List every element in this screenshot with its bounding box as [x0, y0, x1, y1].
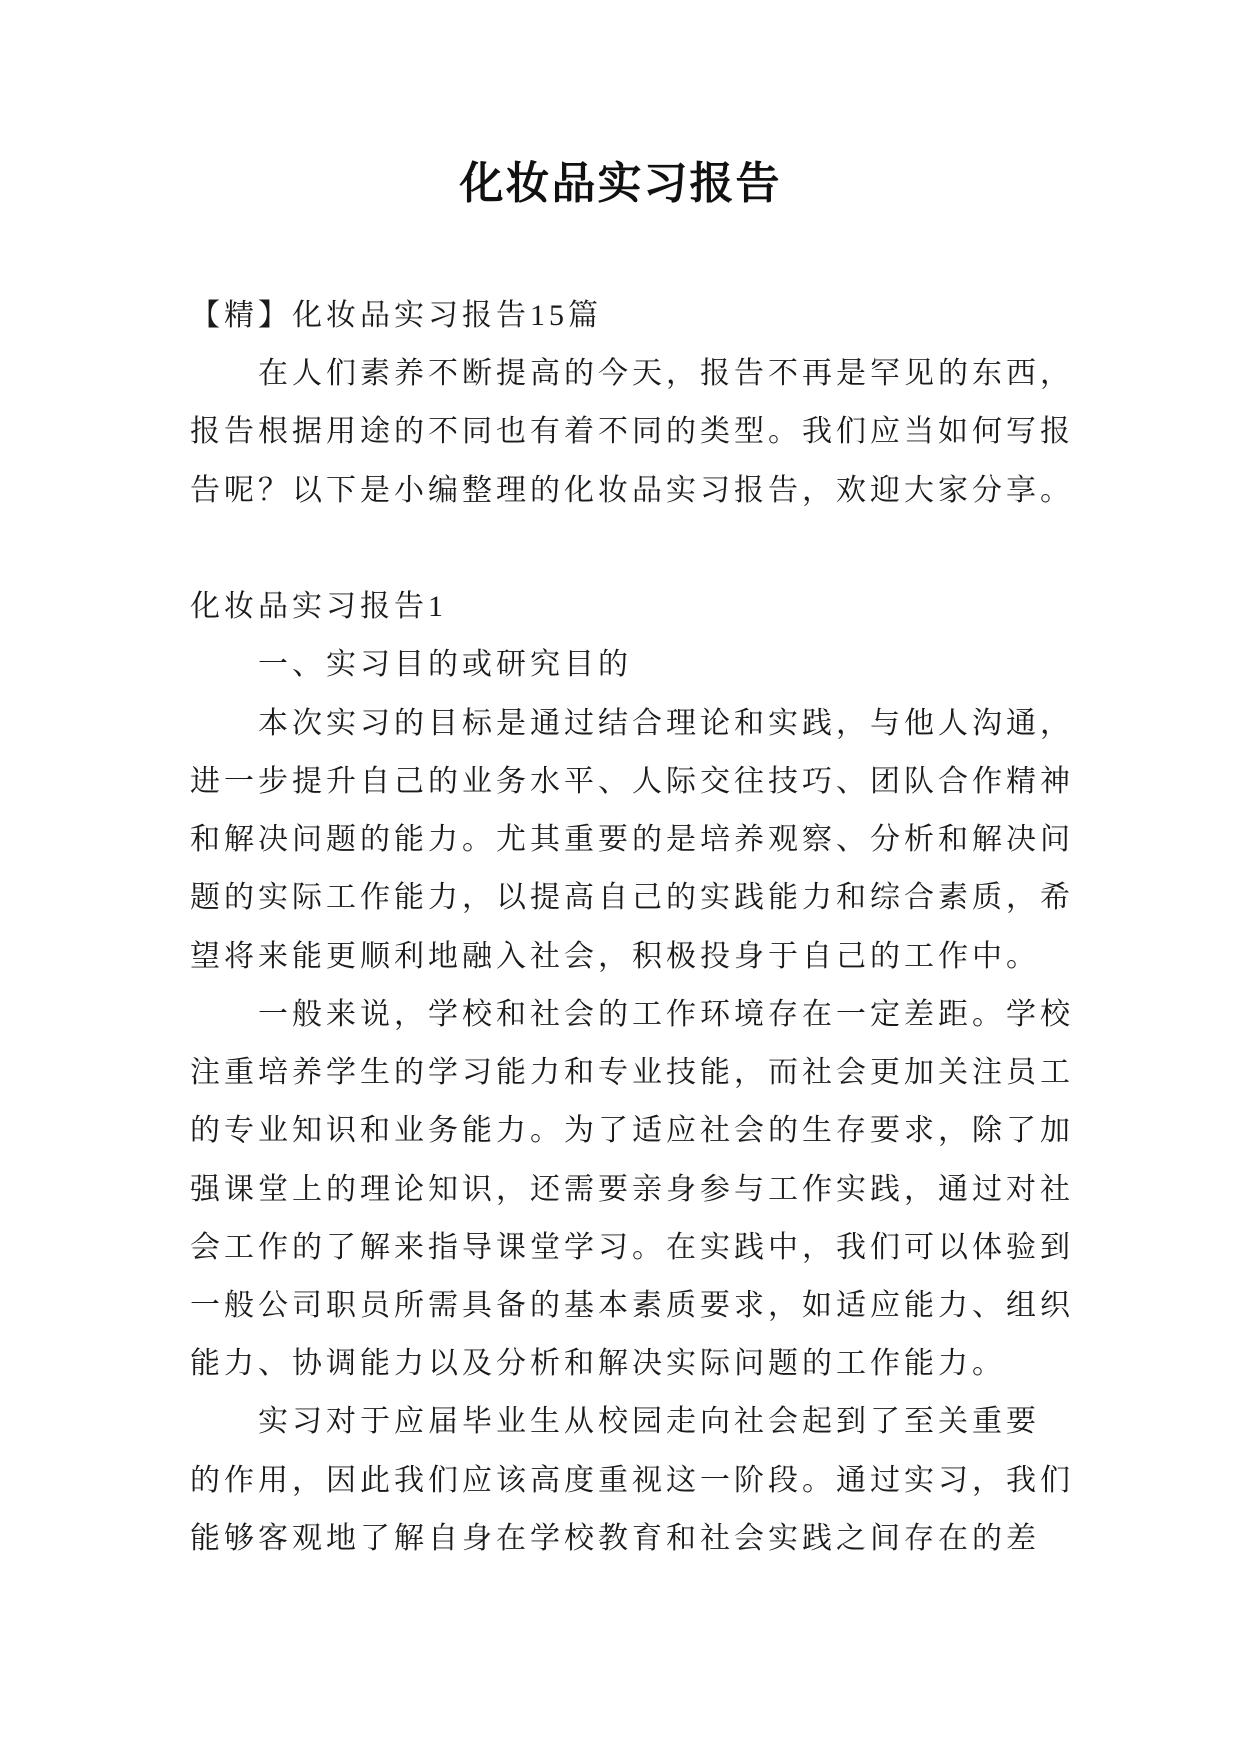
intro-paragraph	[190, 345, 1090, 520]
paragraph-line: 强课堂上的理论知识，还需要亲身参与工作实践，通过对社	[190, 1172, 1074, 1206]
paragraph-line: 的作用，因此我们应该高度重视这一阶段。通过实习，我们	[190, 1463, 1074, 1497]
paragraph-line: 本次实习的目标是通过结合理论和实践，与他人沟通，	[258, 706, 1074, 740]
paragraph-line: 告呢？以下是小编整理的化妆品实习报告，欢迎大家分享。	[190, 473, 1074, 507]
paragraph-line: 一般公司职员所需具备的基本素质要求，如适应能力、组织	[190, 1288, 1074, 1322]
paragraph-line: 会工作的了解来指导课堂学习。在实践中，我们可以体验到	[190, 1230, 1074, 1264]
paragraph-line: 的专业知识和业务能力。为了适应社会的生存要求，除了加	[190, 1114, 1074, 1148]
paragraph-line: 能够客观地了解自身在学校教育和社会实践之间存在的差	[190, 1521, 1040, 1555]
paragraph-line: 望将来能更顺利地融入社会，积极投身于自己的工作中。	[190, 939, 1040, 973]
paragraph-line: 报告根据用途的不同也有着不同的类型。我们应当如何写报	[190, 415, 1074, 449]
document-body	[190, 287, 1090, 1568]
document-title: 化妆品实习报告	[459, 159, 782, 208]
section-paragraph-1	[190, 695, 1090, 986]
section-paragraph-2	[190, 986, 1090, 1394]
paragraph-line: 实习对于应届毕业生从校园走向社会起到了至关重要	[258, 1405, 1040, 1439]
intro-heading: 【精】化妆品实习报告15篇	[190, 299, 602, 332]
paragraph-line: 在人们素养不断提高的今天，报告不再是罕见的东西，	[258, 357, 1074, 391]
paragraph-line: 题的实际工作能力，以提高自己的实践能力和综合素质，希	[190, 881, 1074, 915]
section-heading: 化妆品实习报告1	[190, 590, 447, 624]
section-paragraph-3	[190, 1393, 1090, 1568]
paragraph-line: 注重培养学生的学习能力和专业技能，而社会更加关注员工	[190, 1056, 1074, 1090]
section-subheading: 一、实习目的或研究目的	[258, 648, 632, 682]
paragraph-spacer	[190, 520, 1090, 578]
paragraph-line: 能力、协调能力以及分析和解决实际问题的工作能力。	[190, 1347, 1006, 1381]
paragraph-line: 一般来说，学校和社会的工作环境存在一定差距。学校	[258, 997, 1074, 1031]
paragraph-line: 和解决问题的能力。尤其重要的是培养观察、分析和解决问	[190, 823, 1074, 857]
paragraph-line: 进一步提升自己的业务水平、人际交往技巧、团队合作精神	[190, 764, 1074, 798]
